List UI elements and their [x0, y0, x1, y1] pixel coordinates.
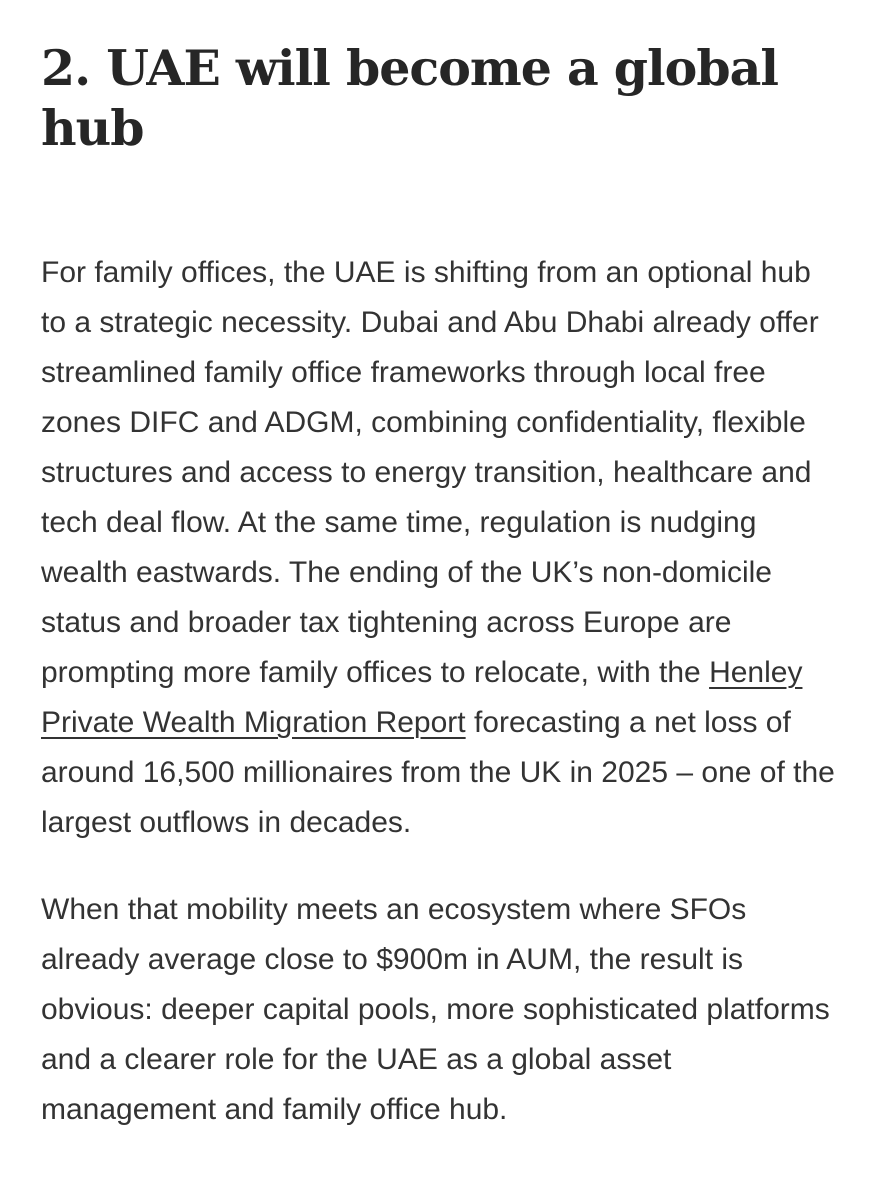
section-heading: 2. UAE will become a global hub	[41, 39, 778, 157]
paragraph-1-text-end: forecasting a net loss of around 16,500 millionaires from the UK in 2025 – one of the largest outflows in decades.	[41, 706, 835, 839]
henley-report-link[interactable]: Henley Private Wealth Migration Report	[41, 656, 803, 739]
paragraph-2: When that mobility meets an ecosystem where SFOs already average close to $900m in AUM, the result is obvious: deeper capital pools, more sophisticated platforms and a clearer role for the UAE as a global asset management and family office hub.	[41, 893, 830, 1126]
paragraph-1	[41, 248, 841, 848]
paragraph-1-text-start: For family offices, the UAE is shifting from an optional hub to a strategic necessity. Dubai and Abu Dhabi already offer streamlined family office frameworks through local free zones DIFC and ADGM, combining confidentiality, flexible structures and access to energy transition, healthcare and tech deal flow. At the same time, regulation is nudging wealth eastwards. The ending of the UK’s non-domicile status and broader tax tightening across Europe are prompting more family offices to relocate, with the	[41, 256, 819, 689]
article-section	[41, 38, 841, 1135]
